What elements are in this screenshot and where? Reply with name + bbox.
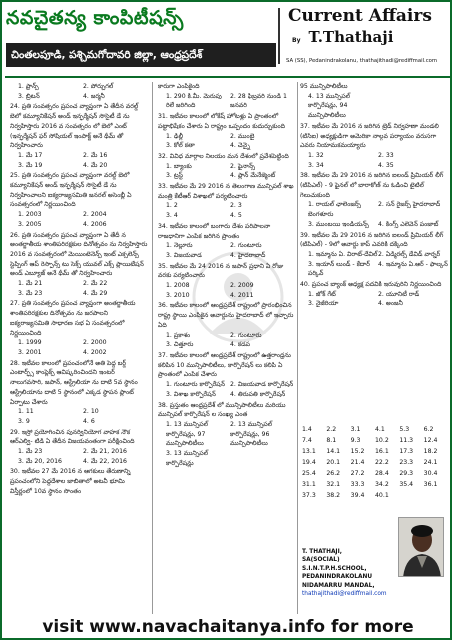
answer-item: 33.3 xyxy=(350,481,365,488)
option-list xyxy=(300,151,448,170)
option-item: 3. 2010 xyxy=(166,291,190,299)
question-text: 26. ప్రతి సంవత్సరం ప్రపంచ వ్యాప్తంగా ఏ తేదీ న అంతర్జాతీయ శాంతిపరిరక్షకుల దినోత్సవం ను నిర్వహిస్తారు 2016 వ సంవత్సరంలో మెయింటెనెన్స్ ఇంట్ ఎక్సలెన్స్ స్టెప్పింగ్ ఆప్ రెస్పాన్స్ టు సెక్స్ యువల్ ఎక్స్ ప్లాయిటేషన్ అండ్ ఎబ్యూజ్ అనే థీమ్ తో నిర్వహించారు xyxy=(10,231,148,278)
question-text: 33. ఇటీవల మే 29 2016 న తెలంగాణ మున్సిపల్ శాఖ మంత్రి కేటీఆర్ విశాఖలో పర్యటించారు xyxy=(158,183,294,200)
author-meta: SA (SS), Pedanindrakolanu, thathajithadi@rediffmail.com xyxy=(286,58,438,64)
option-item: 4. హైదరాబాద్ xyxy=(230,251,266,259)
answer-item: 4.1 xyxy=(375,426,385,433)
question-text: 40. ప్రపంచ బ్యాంక్ అధ్యక్ష పదవికి ఇరువురిని నిర్ణయించింది xyxy=(300,281,442,289)
question-item xyxy=(300,122,448,171)
option-item: 2. మే 22 xyxy=(83,280,108,288)
option-item: 1. 13 మున్సిపల్ కార్పొరేషన్లు, 97 మున్సిపాలిటీలు xyxy=(166,420,209,448)
question-item xyxy=(158,351,294,400)
option-item: 1. 11 xyxy=(18,408,34,416)
option-item: 3. బ్రిటన్ xyxy=(18,92,40,100)
option-item: 1. 2008 xyxy=(166,282,190,290)
answer-item: 16.1 xyxy=(375,448,389,455)
question-item xyxy=(10,231,148,299)
answer-item: 17.3 xyxy=(399,448,414,455)
brand-title: నవచైతన్య కాంపిటీషన్స్ xyxy=(6,7,184,29)
option-list xyxy=(158,132,294,151)
question-text: 24. ప్రతి సంవత్సరం ప్రపంచ వ్యాప్తంగా ఏ తేదీన వరల్డ్ బెలో కమ్యూనికేషన్ అండ్ ఇన్ఫర్మేషన్ సొసైటీ డే ను నిర్వహిస్తారు 2016 వ సంవత్సరం లో బెలో ఎంట్ (ఇన్ఫర్మేషన్ ఫర్ సోషియల్ ఇంపాక్ట్ అనే థీమ్ తో నిర్వహించారు xyxy=(10,103,139,150)
option-item: 2. ముంబై xyxy=(230,132,255,140)
answer-item: 19.4 xyxy=(302,459,316,466)
question-text: 32. వివిధ మార్గాల నిలయం మన దేశంలో ప్రవేశపెట్టింది xyxy=(158,152,289,160)
question-text: 38. ఇటీవల మే 29 2016 న జరిగిన ఐలండ్ ప్రిమియర్ లీగ్ (టిపిఎల్) - 9 ఫైనల్ లో బారాకోణ్ ను ఓడించి టైటిల్ గెలుచుకుంది xyxy=(300,172,444,199)
option-list xyxy=(158,162,294,181)
profile-designation: SA(SOCIAL) xyxy=(302,557,340,564)
by-label: By xyxy=(292,37,301,44)
answer-item: 32.1 xyxy=(326,481,341,488)
question-text: 37. ఇటీవల కాలంలో ఆంధ్రప్రదేశ్ రాష్ట్రంలో ఉత్తరాంధ్రను కలిపిన 10 మున్సిపాలిటీలు, కార్పొరేషన్ లు కలిపి ఏ ప్రాంతంలో ఎంపిక చేశారు xyxy=(158,351,291,379)
author-profile xyxy=(302,548,396,598)
question-item xyxy=(158,82,294,111)
option-item: 4. 2011 xyxy=(230,291,254,299)
answer-item: 3.1 xyxy=(350,426,361,433)
option-item: 3. ముంబయి ఇండియన్స్ xyxy=(308,220,369,228)
brand-location: చింతలపూడి, పశ్చిమగోదావరి జిల్లా, ఆంధ్రప్రదేశ్ xyxy=(6,43,276,67)
option-item: 2. 3 xyxy=(230,202,242,210)
option-item: 2. సన్ రైజర్స్ హైదరాబాద్ xyxy=(378,201,441,209)
option-list xyxy=(10,447,148,466)
question-column-3 xyxy=(300,82,448,422)
option-item: 1. ప్రకాశం xyxy=(166,331,191,339)
question-text: 31. ఇటీవల కాలంలో లోకేష్ హోటళ్లు ఏ ప్రాంతంలో పట్టాభిషేకం చేశారు ఏ రాష్ట్రం ఒప్పందం కుదుర్చుకుంది xyxy=(158,113,286,130)
profile-mandal: NIDAMARRU MANDAL, xyxy=(302,582,375,589)
author-block xyxy=(282,5,450,73)
question-item xyxy=(158,112,294,151)
question-item xyxy=(158,401,294,469)
option-item: 4. మే 20 xyxy=(83,161,108,169)
option-item: 3. 9 xyxy=(18,417,30,425)
author-name: T.Thathaji xyxy=(308,28,394,46)
question-item xyxy=(158,152,294,181)
answer-item: 20.1 xyxy=(326,459,341,466)
answer-item: 12.4 xyxy=(423,437,438,444)
answer-item: 36.1 xyxy=(423,481,438,488)
answer-item: 29.3 xyxy=(399,470,414,477)
answer-item: 37.3 xyxy=(302,492,316,499)
option-item: 1. 1999 xyxy=(18,339,42,347)
option-list xyxy=(158,281,294,300)
option-item: 4. 2006 xyxy=(83,220,107,228)
option-item: 3. కోల్ కతా xyxy=(166,142,195,150)
answer-item: 1.4 xyxy=(302,426,312,433)
option-item: 1. ఫ్రాన్స్ xyxy=(18,83,39,90)
question-text: 34. ఇటీవల కాలంలో బంగారు దేశం పరిపాలనా రాజధానిగా ఎంపిక జరిగిన ప్రాంతం xyxy=(158,222,271,240)
option-list xyxy=(158,331,294,350)
option-item: 2. 2004 xyxy=(83,211,107,219)
question-column-2 xyxy=(158,82,294,614)
question-item xyxy=(158,301,294,350)
option-list xyxy=(10,279,148,298)
question-item xyxy=(10,467,148,496)
answer-item: 31.1 xyxy=(302,481,316,488)
profile-village: PEDANINDRAKOLANU xyxy=(302,574,373,581)
option-list xyxy=(158,420,294,469)
answer-item: 18.2 xyxy=(423,448,438,455)
question-text: 39. ఇటీవల మే 29 2016 న జరిగిన ఐలండ్ ప్రిమియర్ లీగ్ (టిపిఎల్) - 9లో అవార్డు కాప్ ఎవరికి దక్కింది xyxy=(300,231,444,249)
profile-school: S.I.N.T.P.H.SCHOOL, xyxy=(302,565,367,572)
option-list xyxy=(158,92,294,111)
option-item: 4. ఇమ్మాను ఏ.ఆర్ - ఫాల్కన్ xyxy=(378,260,448,268)
person-icon xyxy=(399,518,444,577)
answer-item: 39.4 xyxy=(350,492,365,499)
option-item: 2. 2009 xyxy=(230,282,254,290)
option-item: 1. 2 xyxy=(166,202,178,210)
option-item: 2. మే 16 xyxy=(83,151,108,159)
question-text: 37. ఇటీవల మే 2016 న జరిగిన ట్రెడ్ నిర్వహణా మండలి (టిసిఐ) అధ్యక్షుడిగా అమెరికా నాల్గవ పర్యాయం వరుసగా ఎవరు నియామకమయ్యారు xyxy=(300,122,439,150)
answer-item: 34.2 xyxy=(375,481,389,488)
option-item: 1. బ్యాంకు xyxy=(166,162,192,170)
question-item xyxy=(10,171,148,229)
question-text: 95 మున్సిపాలిటీలు xyxy=(300,83,348,90)
question-item xyxy=(300,231,448,280)
option-list xyxy=(10,151,148,170)
answer-item: 23.3 xyxy=(399,459,414,466)
option-list xyxy=(10,407,148,426)
option-item: 4. కింగ్స్ ఎలెవెన్ పంజాబ్ xyxy=(378,220,439,228)
option-item: 3. విజయవాడ xyxy=(166,251,202,259)
question-item xyxy=(10,428,148,467)
option-item: 3. మే 19 xyxy=(18,161,43,169)
option-item: 1. ఢిల్లీ xyxy=(166,132,183,140)
option-item: 1. గుంటూరు కార్పొరేషన్ xyxy=(166,381,225,389)
answer-item: 14.1 xyxy=(326,448,341,455)
option-item: 3. 34 xyxy=(308,161,324,169)
option-item: 3. మే 20, 2016 xyxy=(18,457,62,465)
answer-item: 9.3 xyxy=(350,437,361,444)
answer-item: 38.2 xyxy=(326,492,341,499)
option-item: 4. చెన్నై xyxy=(230,142,250,150)
question-item xyxy=(158,262,294,301)
header-rule xyxy=(5,76,451,78)
question-text: 38. ప్రస్తుతం ఆంధ్రప్రదేశ్ లో మున్సిపాలిటీలు మరియు మున్సిపల్ కార్పొరేషన్ ల సంఖ్య ఎంత xyxy=(158,401,286,419)
header-divider xyxy=(278,8,280,64)
option-item: 4. జర్మనీ xyxy=(83,92,105,100)
option-item: 1. మే 23 xyxy=(18,448,43,456)
question-text: 27. ప్రతి సంవత్సరం ప్రపంచ వ్యాప్తంగా అంతర్జాతీయ శాంతిపరిరక్షకుల దినోత్సవం ను జరపాలని ఐక్యరాజ్యసమితి సాధారణ సభ ఏ సంవత్సరంలో నిర్ణయించింది xyxy=(10,300,136,337)
option-item: 1. జోక్ గేట్ xyxy=(308,290,336,298)
answer-item: 21.4 xyxy=(350,459,365,466)
option-list xyxy=(10,338,148,357)
question-column-1 xyxy=(10,82,148,614)
option-item: 2. 13 మున్సిపల్ కార్పొరేషన్లు, 96 మున్సిపాలిటీలు xyxy=(230,420,273,448)
option-item: 4. మే 22, 2016 xyxy=(83,457,127,465)
question-item xyxy=(10,359,148,427)
option-item: 2. 33 xyxy=(378,151,394,159)
question-item xyxy=(10,82,148,101)
question-item xyxy=(300,82,448,121)
answer-item: 13.1 xyxy=(302,448,316,455)
option-item: 3. 2001 xyxy=(18,348,42,356)
answer-item: 25.4 xyxy=(302,470,316,477)
option-item: 4. 35 xyxy=(378,161,394,169)
option-list xyxy=(300,200,448,229)
option-item: 3. 2005 xyxy=(18,220,42,228)
answer-item: 6.2 xyxy=(423,426,434,433)
footer-link[interactable]: visit www.navachaitanya.info for more xyxy=(42,617,414,637)
profile-name: T. THATHAJI, xyxy=(302,549,342,555)
question-item xyxy=(158,182,294,221)
question-text: 30. ఇటీవల 27 మే 2016 న ఆగకులు తేరుణాన్ని ప్రపంచంలోని పెద్దదేశాల జాబితాలో అటవీ భూమి విస్తీర్ణంలో 10వ స్థానం సొంతం xyxy=(10,468,131,495)
option-item: 4. 13 మున్సిపల్ కార్పొరేషన్లు, 94 మున్సిపాలిటీలు xyxy=(308,92,351,120)
option-item: 1. 2003 xyxy=(18,211,42,219)
author-row xyxy=(282,27,450,47)
option-item: 4. అంజనీ xyxy=(378,300,403,308)
option-item: 2. పోర్చుగల్ xyxy=(83,83,114,90)
question-text: 29. ఇస్రో ప్రయోగించిన పునర్వినియోగ వాహక నౌక ఆర్ఎల్వి- టిడి ఏ తేదీన విజయవంతంగా పరీక్షించింది xyxy=(10,428,135,446)
question-item xyxy=(300,171,448,229)
question-text: 36. ఇటీవల కాలంలో ఆంధ్రప్రదేశ్ రాష్ట్రంలో ప్రారంభించిన రాష్ట్ర స్థాయి ఎంపికైన అవార్డును హైదరాబాద్ లో ఇచ్చారు ఏది xyxy=(158,302,294,329)
option-list xyxy=(300,250,448,279)
option-item: 1. 32 xyxy=(308,151,324,159)
option-item: 2. 2000 xyxy=(83,339,107,347)
option-item: 3. ఇయాన్ లుండ్ - కేదార్ పర్కివ్ xyxy=(308,260,370,278)
option-item: 2. ఫైనాన్స్ xyxy=(230,162,256,170)
answer-key xyxy=(302,424,448,501)
option-item: 1. రాయల్ ఛాలెంజర్స్ బెంగళూరు xyxy=(308,201,361,219)
option-item: 2. యూనిటీ రాడ్ xyxy=(378,290,420,298)
option-item: 1. ఇమ్మాను ఏ. విరాట్-దేవిల్ xyxy=(308,250,378,258)
answer-item: 7.4 xyxy=(302,437,312,444)
answer-item: 5.3 xyxy=(399,426,410,433)
question-item xyxy=(300,280,448,309)
question-item xyxy=(10,299,148,357)
option-item: 4. కడప xyxy=(230,341,251,349)
option-item: 3. చిత్తూరు xyxy=(166,341,194,349)
option-item: 2. 28 ఫిబ్రవరి నుండి 1 జనవరి xyxy=(230,92,287,110)
section-title: Current Affairs xyxy=(288,6,432,26)
question-item xyxy=(10,102,148,170)
answer-item: 26.2 xyxy=(326,470,341,477)
question-text: కారుగా ఎంపికైంది xyxy=(158,83,200,90)
option-item: 4. మే 29 xyxy=(83,289,108,297)
option-item: 1. మే 17 xyxy=(18,151,43,159)
answer-item: 2.2 xyxy=(326,426,337,433)
option-list xyxy=(158,201,294,220)
answer-item: 10.2 xyxy=(375,437,389,444)
option-list xyxy=(10,210,148,229)
option-item: 1. నెల్లూరు xyxy=(166,242,193,250)
option-item: 1. 290 కి.మీ. మెరుపు రిలే జరిగింది xyxy=(166,92,222,110)
option-item: 4. 5 xyxy=(230,212,242,220)
answer-item: 15.2 xyxy=(350,448,365,455)
option-list xyxy=(158,380,294,399)
answer-item: 24.1 xyxy=(423,459,438,466)
column-divider xyxy=(152,82,153,614)
option-item: 2. గుంటూరు xyxy=(230,242,262,250)
option-list xyxy=(300,92,448,121)
answer-item: 22.2 xyxy=(375,459,389,466)
option-item: 2. మే 21, 2016 xyxy=(83,448,127,456)
answer-item: 28.4 xyxy=(375,470,389,477)
answer-item: 27.2 xyxy=(350,470,365,477)
option-item: 3. నైజీరియా xyxy=(308,300,339,308)
question-text: 25. ప్రతి సంవత్సరం ప్రపంచ వ్యాప్తంగా వరల్డ్ బెలో కమ్యూనికేషన్ అండ్ ఇన్ఫర్మేషన్ సొసైటీ డే ను నిర్వహించాలని ఐక్యరాజ్యసమితి జనరల్ అసెంబ్లీ ఏ సంవత్సరంలో నిర్ణయించింది xyxy=(10,172,132,209)
option-item: 3. 13 మున్సిపల్ కార్పొరేషన్లు xyxy=(166,450,209,467)
option-list xyxy=(10,82,148,101)
answer-item: 11.3 xyxy=(399,437,414,444)
option-list xyxy=(300,290,448,309)
profile-email[interactable]: thathajithadi@rediffmail.com xyxy=(302,591,387,598)
option-item: 2. 10 xyxy=(83,408,99,416)
option-item: 2. ఏడ్మిరల్స్ డేవిడ్ వార్నర్ xyxy=(378,250,441,258)
answer-item: 30.4 xyxy=(423,470,438,477)
question-item xyxy=(158,222,294,261)
brand-block xyxy=(6,5,276,77)
option-item: 3. విశాఖ కార్పొరేషన్ xyxy=(166,390,216,398)
option-item: 3. మే 23 xyxy=(18,289,43,297)
option-item: 4. తిరుపతి కార్పొరేషన్ xyxy=(230,390,286,398)
option-item: 3. ట్రస్ట్ xyxy=(166,172,183,180)
answer-item: 8.1 xyxy=(326,437,337,444)
column-divider xyxy=(297,82,298,614)
option-list xyxy=(158,241,294,260)
option-item: 4. 6 xyxy=(83,417,95,425)
option-item: 1. మే 21 xyxy=(18,280,43,288)
option-item: 4. 2002 xyxy=(83,348,107,356)
question-text: 28. ఇటీవల కాలంలో ప్రపంచంలోనే అతి పెద్ద బర్డ్ ఎంటార్ఫ్స్ కాంప్లెక్స్ ఆవిష్కరించిందని ఇంటర్ నాలుగవసారి, జపాన్, ఆస్ట్రేలియా ను దాటి 5వ స్థానం ఆస్ట్రేలియాను దాటి 5 స్థానంలో ఎక్కడ స్థాపన ప్లాంట్ ఏర్పాటు చేశారు xyxy=(10,359,138,406)
author-photo xyxy=(398,517,444,577)
option-item: 3. 4 xyxy=(166,212,178,220)
option-item: 4. ప్లాన్ మేనేజ్మెంట్ xyxy=(230,172,276,180)
option-item: 2. విజయవాడ కార్పొరేషన్ xyxy=(230,381,294,389)
answer-item: 35.4 xyxy=(399,481,414,488)
answer-item: 40.1 xyxy=(375,492,389,499)
question-text: 35. ఇటీవల మే 24 2016 న జపాన్ ప్రధాని ఏ రోజు వరకు పర్యటించారు xyxy=(158,262,284,280)
option-item: 2. గుంటూరు xyxy=(230,331,262,339)
